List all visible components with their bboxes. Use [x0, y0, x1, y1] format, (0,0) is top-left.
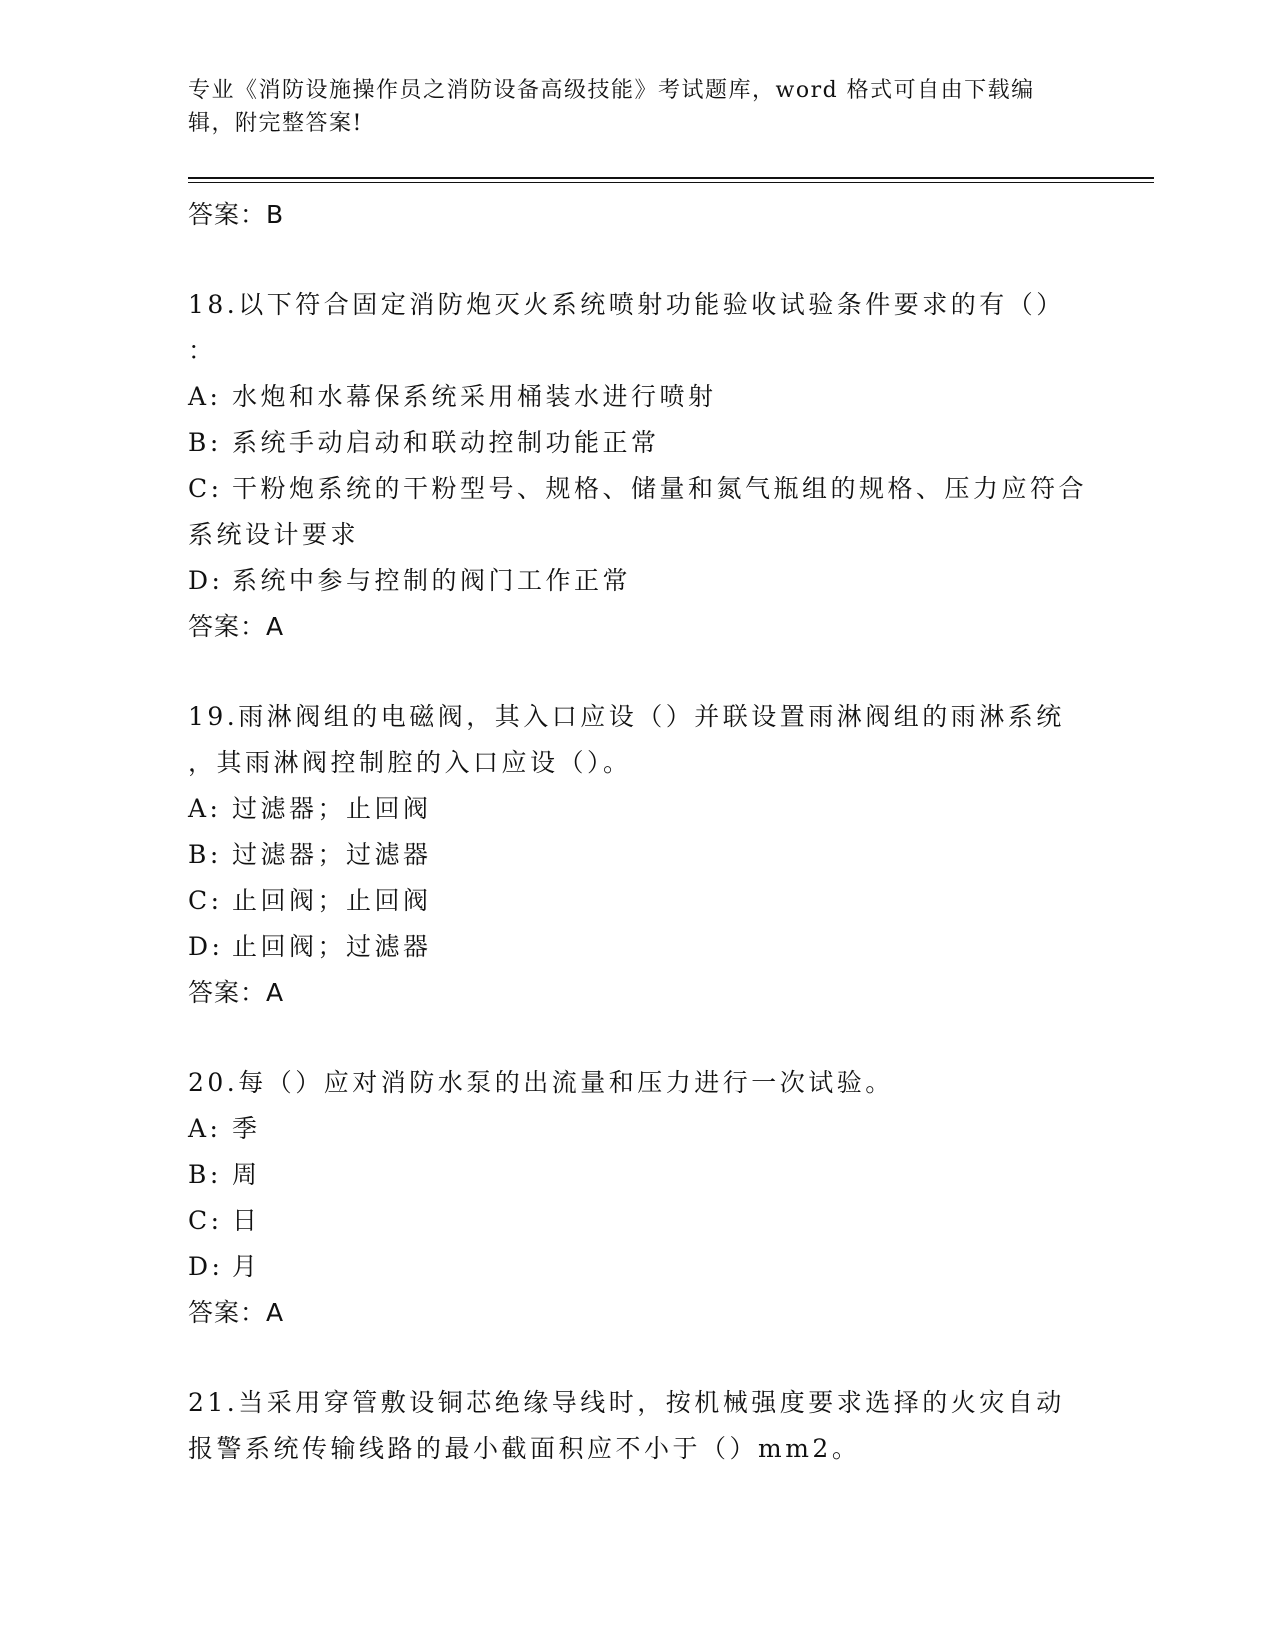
answer-prefix: 答案：	[188, 200, 267, 229]
previous-answer	[188, 192, 1088, 238]
option-letter: B:	[188, 428, 222, 457]
option-letter: D:	[188, 566, 224, 595]
answer-prefix: 答案：	[188, 978, 267, 1007]
option-text: 周	[232, 1160, 261, 1189]
option-letter: C:	[188, 1206, 223, 1235]
option-text: 过滤器；止回阀	[232, 794, 432, 823]
option-text: 系统手动启动和联动控制功能正常	[232, 428, 660, 457]
question-text-line: 18.以下符合固定消防炮灭火系统喷射功能验收试验条件要求的有（）	[188, 290, 1065, 319]
question-text-line: 报警系统传输线路的最小截面积应不小于（）mm2。	[188, 1434, 861, 1463]
answer-value: B	[266, 200, 285, 229]
option-b	[188, 832, 1088, 878]
option-letter: D:	[188, 932, 224, 961]
option-d	[188, 924, 1088, 970]
question-text-line: ：	[188, 336, 217, 365]
header-line-1: 专业《消防设施操作员之消防设备高级技能》考试题库，word 格式可自由下载编	[188, 78, 1035, 103]
option-b	[188, 1152, 1088, 1198]
document-header	[188, 74, 1068, 140]
option-c	[188, 878, 1088, 924]
option-text: 季	[232, 1114, 261, 1143]
option-letter: C:	[188, 474, 223, 503]
option-b	[188, 420, 1088, 466]
option-letter: A:	[188, 794, 222, 823]
header-divider-thin	[188, 182, 1154, 183]
option-text: 水炮和水幕保系统采用桶装水进行喷射	[232, 382, 717, 411]
option-text: 止回阀；过滤器	[232, 932, 432, 961]
question-list	[188, 192, 1088, 1472]
question-19	[188, 694, 1088, 1016]
question-20	[188, 1060, 1088, 1336]
option-a	[188, 374, 1088, 420]
answer-value: A	[266, 978, 285, 1007]
header-line-2: 辑，附完整答案!	[188, 111, 363, 136]
answer-value: A	[266, 612, 285, 641]
answer	[188, 604, 1088, 650]
option-text: 系统中参与控制的阀门工作正常	[232, 566, 632, 595]
option-letter: D:	[188, 1252, 224, 1281]
option-d	[188, 1244, 1088, 1290]
option-a	[188, 1106, 1088, 1152]
question-text-line: 19.雨淋阀组的电磁阀，其入口应设（）并联设置雨淋阀组的雨淋系统	[188, 702, 1065, 731]
question-18	[188, 282, 1088, 650]
question-text-line: 20.每（）应对消防水泵的出流量和压力进行一次试验。	[188, 1068, 894, 1097]
option-letter: B:	[188, 1160, 222, 1189]
option-letter: C:	[188, 886, 223, 915]
option-text: 月	[232, 1252, 261, 1281]
option-text: 日	[232, 1206, 261, 1235]
answer-value: A	[266, 1298, 285, 1327]
option-text: 干粉炮系统的干粉型号、规格、储量和氮气瓶组的规格、压力应符合系统设计要求	[188, 474, 1088, 549]
answer	[188, 1290, 1088, 1336]
answer-prefix: 答案：	[188, 612, 267, 641]
answer	[188, 970, 1088, 1016]
question-21	[188, 1380, 1088, 1472]
option-a	[188, 786, 1088, 832]
header-divider-thick	[188, 177, 1154, 179]
option-c	[188, 466, 1088, 558]
option-text: 止回阀；止回阀	[232, 886, 432, 915]
option-d	[188, 558, 1088, 604]
option-letter: A:	[188, 1114, 222, 1143]
option-letter: B:	[188, 840, 222, 869]
option-letter: A:	[188, 382, 222, 411]
option-text: 过滤器；过滤器	[232, 840, 432, 869]
option-c	[188, 1198, 1088, 1244]
question-text-line: 21.当采用穿管敷设铜芯绝缘导线时，按机械强度要求选择的火灾自动	[188, 1388, 1065, 1417]
question-text-line: ，其雨淋阀控制腔的入口应设（）。	[188, 748, 632, 777]
answer-prefix: 答案：	[188, 1298, 267, 1327]
